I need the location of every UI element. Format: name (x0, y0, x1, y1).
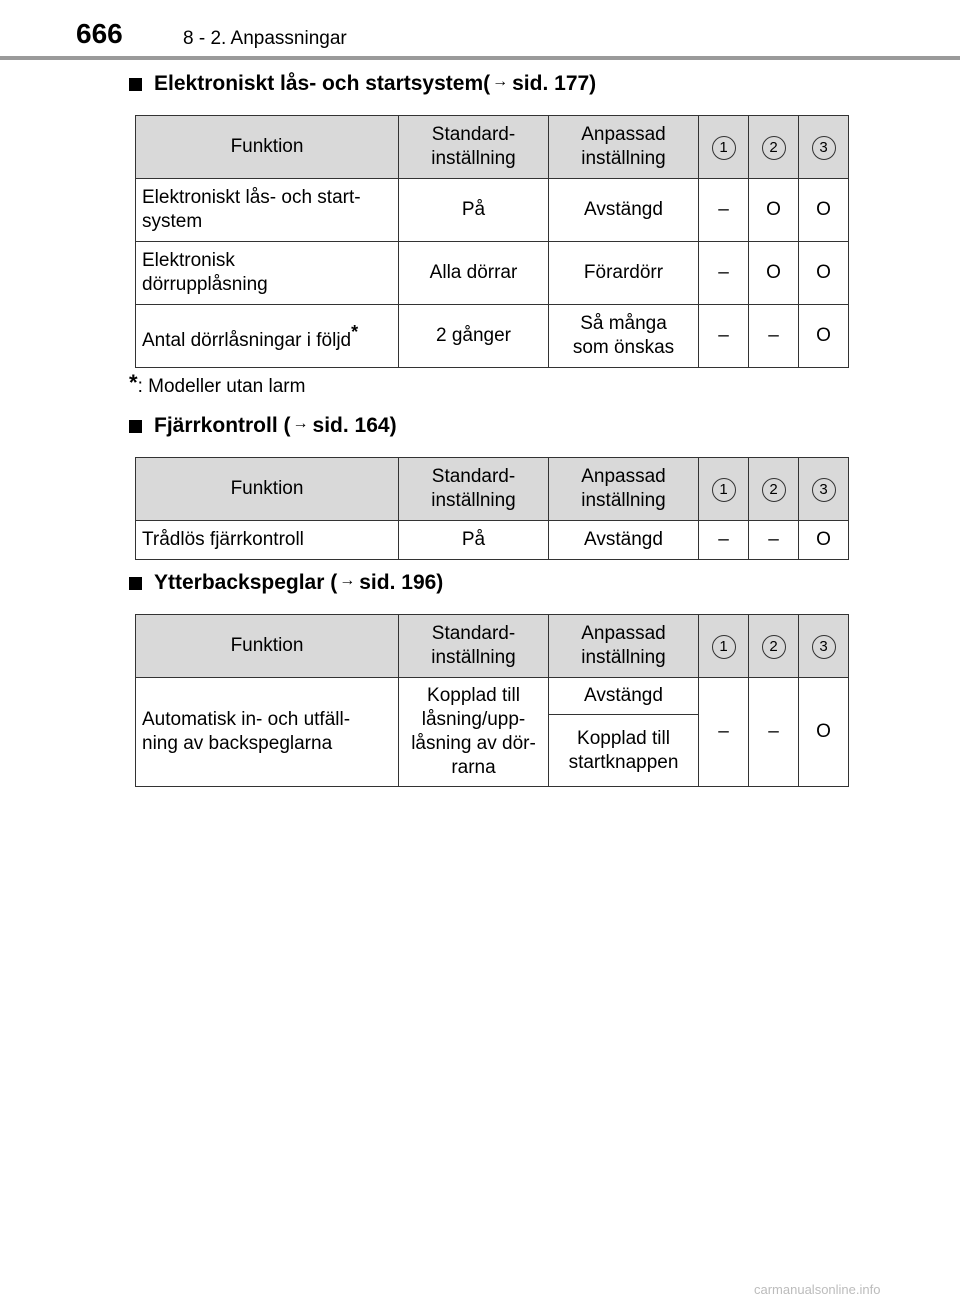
circled-number-3-icon: 3 (812, 635, 836, 659)
page-reference[interactable]: sid. 177) (512, 72, 597, 95)
chapter-title: 8 - 2. Anpassningar (183, 28, 347, 49)
page-number: 666 (76, 18, 123, 49)
column-header-3 (799, 116, 849, 179)
circled-number-2-icon: 2 (762, 478, 786, 502)
setting-3-cell: O (799, 179, 849, 242)
custom-cell: Så många som önskas (549, 305, 699, 368)
setting-1-cell: – (699, 242, 749, 305)
footnote-marker: * (351, 321, 359, 342)
footnote-asterisk: * (129, 370, 138, 395)
setting-2-cell: O (749, 179, 799, 242)
square-bullet-icon (129, 420, 142, 433)
settings-table-side-mirrors (135, 614, 849, 787)
column-header-1 (699, 116, 749, 179)
function-label: Antal dörrlåsningar i följd (142, 329, 352, 351)
footnote-text: : Modeller utan larm (137, 376, 306, 397)
section-heading-electronic-key (129, 72, 596, 96)
table-header-row (136, 615, 849, 678)
setting-3-cell: O (799, 305, 849, 368)
arrow-right-icon: → (292, 415, 309, 432)
column-header-2 (749, 116, 799, 179)
table-row (136, 678, 849, 715)
column-header-1 (699, 615, 749, 678)
table-row (136, 305, 849, 368)
setting-1-cell: – (699, 521, 749, 560)
page-header (0, 0, 960, 60)
column-header-custom: Anpassad inställning (549, 615, 699, 678)
custom-cell: Kopplad till startknappen (549, 715, 699, 787)
setting-2-cell: – (749, 521, 799, 560)
table-header-row (136, 116, 849, 179)
circled-number-2-icon: 2 (762, 635, 786, 659)
section-title: Elektroniskt lås- och startsystem( (154, 72, 491, 95)
page-reference[interactable]: sid. 164) (312, 414, 397, 437)
default-cell: På (399, 521, 549, 560)
circled-number-1-icon: 1 (712, 635, 736, 659)
section-heading-remote-control (129, 414, 397, 438)
table-row (136, 521, 849, 560)
custom-cell: Avstängd (549, 521, 699, 560)
table-header-row (136, 458, 849, 521)
circled-number-3-icon: 3 (812, 478, 836, 502)
square-bullet-icon (129, 78, 142, 91)
footnote (129, 372, 305, 398)
function-cell: Elektronisk dörrupplåsning (136, 242, 399, 305)
circled-number-1-icon: 1 (712, 136, 736, 160)
settings-table-remote-control (135, 457, 849, 560)
setting-3-cell: O (799, 242, 849, 305)
arrow-right-icon: → (339, 572, 356, 589)
column-header-function: Funktion (136, 458, 399, 521)
column-header-default: Standard- inställning (399, 615, 549, 678)
section-heading-side-mirrors (129, 571, 443, 595)
column-header-3 (799, 615, 849, 678)
column-header-custom: Anpassad inställning (549, 116, 699, 179)
setting-2-cell: – (749, 678, 799, 787)
watermark: carmanualsonline.info (754, 1282, 881, 1297)
default-cell: Alla dörrar (399, 242, 549, 305)
page-reference[interactable]: sid. 196) (359, 571, 444, 594)
custom-cell: Avstängd (549, 179, 699, 242)
setting-3-cell: O (799, 678, 849, 787)
column-header-function: Funktion (136, 615, 399, 678)
column-header-1 (699, 458, 749, 521)
column-header-2 (749, 458, 799, 521)
section-title: Fjärrkontroll ( (154, 414, 291, 437)
setting-3-cell: O (799, 521, 849, 560)
custom-cell: Avstängd (549, 678, 699, 715)
column-header-2 (749, 615, 799, 678)
column-header-3 (799, 458, 849, 521)
table-row (136, 179, 849, 242)
column-header-default: Standard- inställning (399, 116, 549, 179)
circled-number-1-icon: 1 (712, 478, 736, 502)
circled-number-3-icon: 3 (812, 136, 836, 160)
setting-1-cell: – (699, 179, 749, 242)
settings-table-electronic-key (135, 115, 849, 368)
arrow-right-icon: → (492, 73, 509, 90)
default-cell: På (399, 179, 549, 242)
function-cell (136, 305, 399, 368)
column-header-custom: Anpassad inställning (549, 458, 699, 521)
header-divider (0, 56, 960, 60)
column-header-function: Funktion (136, 116, 399, 179)
section-title: Ytterbackspeglar ( (154, 571, 338, 594)
circled-number-2-icon: 2 (762, 136, 786, 160)
default-cell: 2 gånger (399, 305, 549, 368)
function-cell: Trådlös fjärrkontroll (136, 521, 399, 560)
column-header-default: Standard- inställning (399, 458, 549, 521)
setting-2-cell: O (749, 242, 799, 305)
custom-cell: Förardörr (549, 242, 699, 305)
setting-2-cell: – (749, 305, 799, 368)
table-row (136, 242, 849, 305)
setting-1-cell: – (699, 305, 749, 368)
function-cell: Automatisk in- och utfäll- ning av backspeglarna (136, 678, 399, 787)
square-bullet-icon (129, 577, 142, 590)
function-cell: Elektroniskt lås- och start- system (136, 179, 399, 242)
setting-1-cell: – (699, 678, 749, 787)
default-cell: Kopplad till låsning/upp- låsning av dör- rarna (399, 678, 549, 787)
